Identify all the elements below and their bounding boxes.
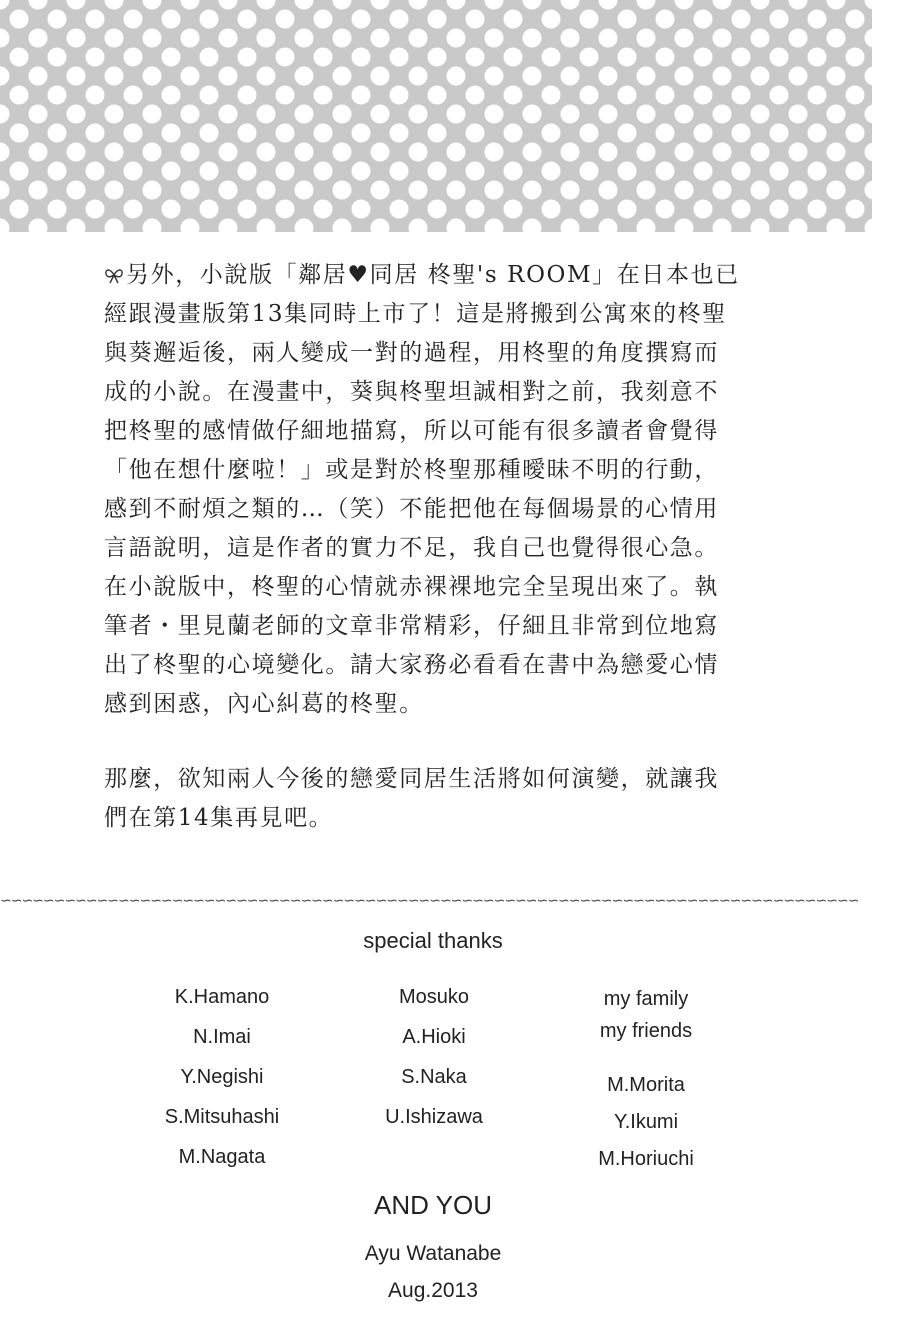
- afterword-text: [104, 256, 804, 838]
- text-line: 經跟漫畫版第13集同時上市了！這是將搬到公寓來的柊聖: [104, 301, 727, 327]
- polka-dot-header: [0, 0, 872, 232]
- date-line: Aug.2013: [388, 1279, 478, 1302]
- credit-name: M.Nagata: [178, 1146, 266, 1168]
- author-signature: Ayu Watanabe: [364, 1242, 502, 1265]
- text-line: 感到不耐煩之類的…（笑）不能把他在每個場景的心情用: [104, 496, 719, 522]
- text-line: 把柊聖的感情做仔細地描寫，所以可能有很多讀者會覺得: [104, 418, 719, 444]
- text-line: 在小說版中，柊聖的心情就赤裸裸地完全呈現出來了。執: [104, 574, 719, 600]
- credit-name: my family: [603, 988, 689, 1010]
- special-thanks-heading: special thanks: [363, 928, 503, 953]
- text-line: 筆者・里見蘭老師的文章非常精彩，仔細且非常到位地寫: [104, 613, 719, 639]
- credit-name: Mosuko: [398, 986, 470, 1008]
- credit-name: S.Naka: [401, 1066, 467, 1088]
- credit-name: U.Ishizawa: [385, 1106, 483, 1128]
- text-line: 與葵邂逅後，兩人變成一對的過程，用柊聖的角度撰寫而: [104, 340, 719, 366]
- credit-name: S.Mitsuhashi: [164, 1106, 280, 1128]
- text-line: 感到困惑，內心糾葛的柊聖。: [104, 691, 424, 717]
- credit-name: M.Morita: [607, 1074, 685, 1096]
- credit-name: N.Imai: [193, 1026, 251, 1048]
- credit-name: K.Hamano: [174, 986, 270, 1008]
- credit-name: my friends: [599, 1020, 693, 1042]
- paragraph-2: [104, 760, 804, 838]
- text-line: 「他在想什麼啦！」或是對於柊聖那種曖昧不明的行動，: [104, 457, 719, 483]
- credit-name: M.Horiuchi: [598, 1148, 694, 1170]
- credit-name: A.Hioki: [402, 1026, 466, 1048]
- ribbon-icon: [104, 262, 124, 288]
- text-line: 們在第14集再見吧。: [104, 805, 334, 831]
- paragraph-1: [104, 256, 804, 724]
- and-you-line: AND YOU: [374, 1190, 492, 1220]
- text-line: 那麼，欲知兩人今後的戀愛同居生活將如何演變，就讓我: [104, 766, 719, 792]
- credit-name: Y.Negishi: [180, 1066, 264, 1088]
- text-line: 成的小說。在漫畫中，葵與柊聖坦誠相對之前，我刻意不: [104, 379, 719, 405]
- credit-name: Y.Ikumi: [613, 1111, 679, 1133]
- text-line: 另外，小說版「鄰居♥同居 柊聖's ROOM」在日本也已: [104, 256, 804, 295]
- text-line: 言語說明，這是作者的實力不足，我自己也覺得很心急。: [104, 535, 719, 561]
- text-line: 出了柊聖的心境變化。請大家務必看看在書中為戀愛心情: [104, 652, 719, 678]
- swirl-divider: ∽∽∽∽∽∽∽∽∽∽∽∽∽∽∽∽∽∽∽∽∽∽∽∽∽∽∽∽∽∽∽∽∽∽∽∽∽∽∽∽∽∽∽∽∽∽∽∽∽∽∽∽∽∽∽∽∽∽∽∽∽∽∽∽∽∽∽∽∽∽∽∽∽∽∽∽∽∽∽∽: [0, 893, 859, 909]
